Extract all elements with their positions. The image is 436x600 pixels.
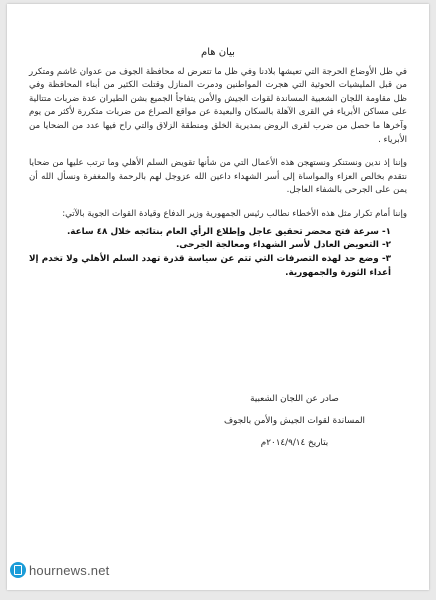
demand-item: ١- سرعة فتح محضر تحقيق عاجل وإطلاع الرأي العام بنتائجه خلال ٤٨ ساعة. (66, 226, 391, 237)
issue-date: بتاريخ ٢٠١٤/٩/١٤م (260, 438, 329, 448)
document-page (7, 4, 429, 590)
demands-list (29, 226, 407, 281)
site-watermark (10, 562, 109, 578)
paragraph-condemnation: وإننا إذ ندين ونستنكر ونستهجن هذه الأعمال التي من شأنها تقويض السلم الأهلي وما ترتب عليها من ضحايا نتقدم بخالص العزاء والمواساة إلى أسر الشهداء داعين الله عزوجل لهم بالرحمة والمغفرة ونسأل الله أن يمن على الجرحى بالشفاء العاجل. (29, 158, 407, 196)
demand-item: ٢- التعويض العادل لأسر الشهداء ومعالجة الجرحى. (175, 240, 391, 251)
demand-item: ٣- وضع حد لهذه التصرفات التي تتم عن سياسة قذرة تهدد السلم الأهلي ولا تخدم إلا أعداء الثورة والجمهورية. (29, 254, 391, 278)
issuer-line: صادر عن اللجان الشعبية (250, 394, 339, 404)
statement-body (29, 46, 407, 291)
hournews-logo-icon (10, 562, 26, 578)
issuer-affiliation: المساندة لقوات الجيش والأمن بالجوف (224, 416, 365, 426)
signature-block (224, 388, 365, 454)
demands-intro: وإننا أمام تكرار مثل هذه الأخطاء نطالب رئيس الجمهورية وزير الدفاع وقيادة القوات الجوية بالآتي: (62, 208, 407, 219)
watermark-text: hournews.net (29, 562, 110, 578)
paragraph-situation: في ظل الأوضاع الحرجة التي تعيشها بلادنا وفي ظل ما تتعرض له محافظة الجوف من عدوان غاشم ومتكرر من قبل المليشيات الحوثية التي هجرت المواطنين ودمرت المنازل وقتلت الكثير من أبناء المحافظة وفي ظل مقاومة اللجان الشعبية المساندة لقوات الجيش والأمن يتفاجأ الجميع بشن الطيران عدة ضربات متتالية على مساكن الأبرياء في القرى الآهلة بالسكان والبعيدة عن مواقع الصراع من ضربات متكررة لأكثر من يوم وآخرها ما حصل من ضرب لقرى الروض بمديرية الخلق ومنطقة الزلاق والتي راح فيها عدد من الضحايا من الأبرياء . (29, 66, 407, 145)
statement-title: بيان هام (201, 47, 235, 58)
